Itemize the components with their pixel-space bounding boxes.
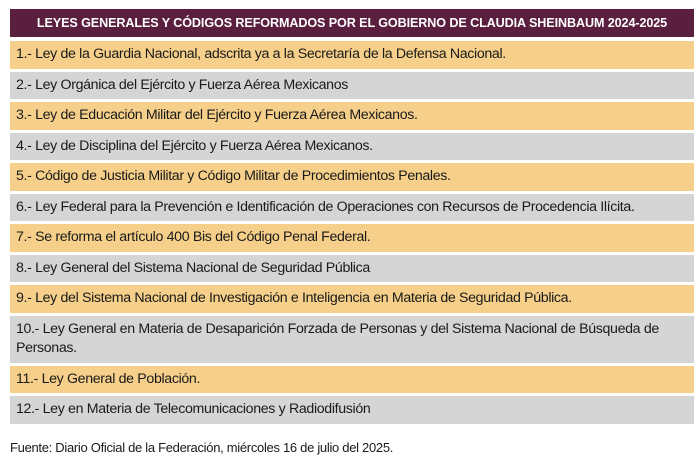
table-row: 5.- Código de Justicia Militar y Código Militar de Procedimientos Penales. — [10, 163, 694, 191]
laws-table — [10, 9, 694, 424]
table-row: 3.- Ley de Educación Militar del Ejército y Fuerza Aérea Mexicanos. — [10, 102, 694, 130]
table-row: 1.- Ley de la Guardia Nacional, adscrita ya a la Secretaría de la Defensa Nacional. — [10, 41, 694, 69]
table-row: 8.- Ley General del Sistema Nacional de Seguridad Pública — [10, 255, 694, 283]
table-row: 10.- Ley General en Materia de Desaparición Forzada de Personas y del Sistema Nacional de Búsqueda de Personas. — [10, 316, 694, 363]
table-row: 7.- Se reforma el artículo 400 Bis del Código Penal Federal. — [10, 224, 694, 252]
source-note: Fuente: Diario Oficial de la Federación, miércoles 16 de julio del 2025. — [10, 440, 394, 455]
table-row: 4.- Ley de Disciplina del Ejército y Fuerza Aérea Mexicanos. — [10, 133, 694, 161]
table-title: LEYES GENERALES Y CÓDIGOS REFORMADOS POR EL GOBIERNO DE CLAUDIA SHEINBAUM 2024-2025 — [10, 9, 694, 37]
table-row: 12.- Ley en Materia de Telecomunicaciones y Radiodifusión — [10, 396, 694, 424]
table-row: 2.- Ley Orgánica del Ejército y Fuerza Aérea Mexicanos — [10, 72, 694, 100]
table-row: 11.- Ley General de Población. — [10, 366, 694, 394]
table-row: 9.- Ley del Sistema Nacional de Investigación e Inteligencia en Materia de Seguridad Pública. — [10, 285, 694, 313]
table-body — [10, 41, 694, 424]
table-row: 6.- Ley Federal para la Prevención e Identificación de Operaciones con Recursos de Procedencia Ilícita. — [10, 194, 694, 222]
